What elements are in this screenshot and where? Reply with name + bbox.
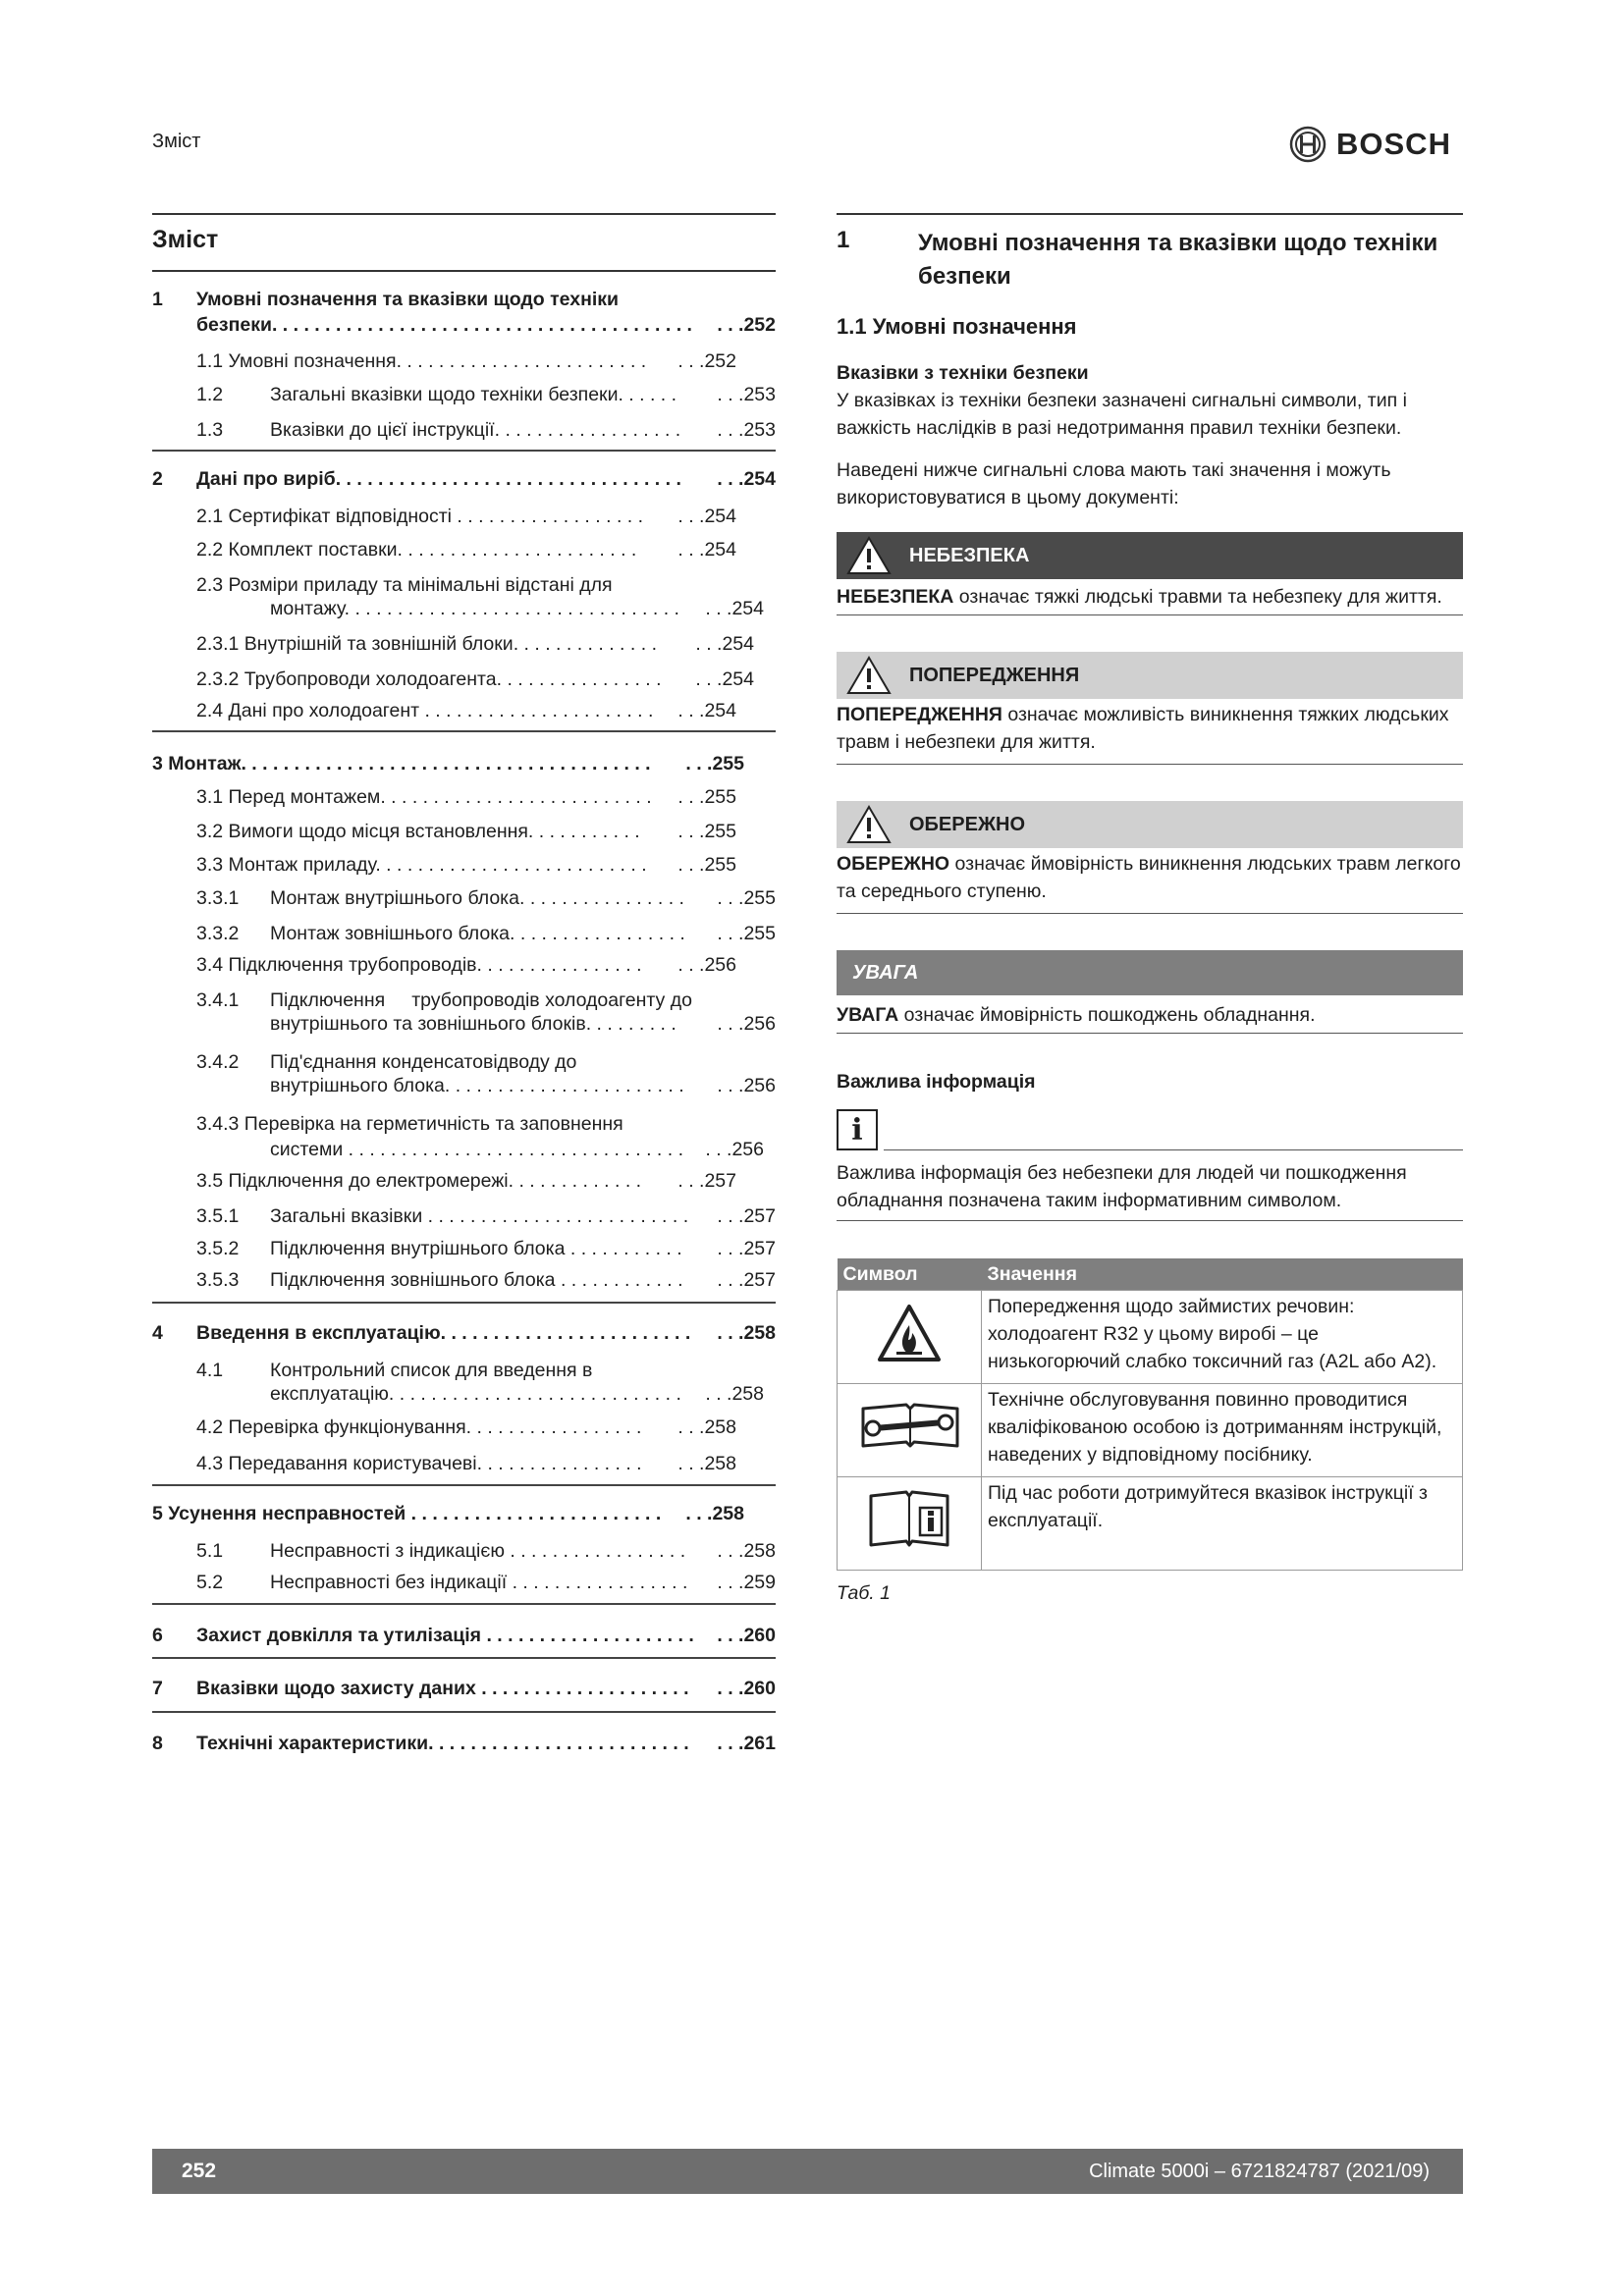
header-symbol: Символ <box>838 1258 982 1291</box>
warning-triangle-icon <box>846 656 892 695</box>
toc-num: 2 <box>152 468 163 490</box>
toc-page: . . .252 <box>677 350 736 372</box>
important-heading: Важлива інформація <box>837 1071 1036 1093</box>
symbol-cell <box>838 1384 982 1477</box>
toc-page: . . .254 <box>677 700 736 721</box>
notice-bar <box>837 950 1463 995</box>
toc-label: Загальні вказівки . . . . . . . . . . . . . . . . . . . . . . . . . <box>270 1205 689 1227</box>
toc-page: . . .257 <box>717 1269 776 1291</box>
toc-num: 3.5.2 <box>196 1238 240 1259</box>
toc-label: Вказівки щодо захисту даних . . . . . . . . . . . . . . . . . . . . <box>196 1678 689 1699</box>
document-id: Climate 5000i – 6721824787 (2021/09) <box>1089 2161 1430 2182</box>
toc-label: 2.3.2 Трубопроводи холодоагента. . . . . . . . . . . . . . . . <box>196 668 662 690</box>
toc-num: 4 <box>152 1322 163 1344</box>
toc-separator <box>152 730 776 732</box>
symbol-cell <box>838 1477 982 1571</box>
toc-num: 3.3.2 <box>196 923 240 944</box>
toc-label: 4.3 Передавання користувачеві. . . . . . . . . . . . . . . . <box>196 1453 642 1474</box>
toc-page: . . .258 <box>685 1503 744 1524</box>
toc-label: Контрольний список для введення в <box>270 1360 593 1381</box>
toc-label: 2.4 Дані про холодоагент . . . . . . . . . . . . . . . . . . . . . . <box>196 700 654 721</box>
toc-label: Загальні вказівки щодо техніки безпеки. . . . . . <box>270 384 677 405</box>
table-row <box>838 1477 1463 1571</box>
caution-label: ОБЕРЕЖНО <box>909 813 1026 835</box>
toc-page: . . .255 <box>685 753 744 774</box>
toc-page: . . .255 <box>717 887 776 909</box>
toc-num: 3.5.1 <box>196 1205 240 1227</box>
toc-label: 5 Усунення несправностей . . . . . . . . . . . . . . . . . . . . . . . . <box>152 1503 662 1524</box>
toc-separator <box>152 1484 776 1486</box>
toc-label: 4.2 Перевірка функціонування. . . . . . . . . . . . . . . . . <box>196 1416 642 1438</box>
operating-manual-icon <box>865 1488 953 1551</box>
toc-label: Несправності без індикації . . . . . . . . . . . . . . . . . <box>270 1572 688 1593</box>
subsection-title: 1.1 Умовні позначення <box>837 314 1077 339</box>
toc-page: . . .258 <box>677 1453 736 1474</box>
toc-label: Підключення внутрішнього блока . . . . . . . . . . . <box>270 1238 682 1259</box>
toc-num: 5.1 <box>196 1540 224 1562</box>
divider <box>837 913 1463 914</box>
toc-separator <box>152 450 776 452</box>
toc-label: 3.4 Підключення трубопроводів. . . . . . . . . . . . . . . . <box>196 954 642 976</box>
toc-page: . . .261 <box>717 1733 776 1754</box>
table-row <box>838 1291 1463 1384</box>
toc-separator <box>152 1711 776 1713</box>
toc-label: Дані про виріб. . . . . . . . . . . . . . . . . . . . . . . . . . . . . . . . . <box>196 468 681 490</box>
toc-page: . . .254 <box>677 539 736 561</box>
toc-page: . . .254 <box>677 506 736 527</box>
toc-page: . . .260 <box>717 1678 776 1699</box>
divider <box>837 1033 1463 1034</box>
toc-page: . . .254 <box>705 598 764 619</box>
toc-label-line2: внутрішнього блока. . . . . . . . . . . . . . . . . . . . . . . <box>270 1075 684 1096</box>
section-top-rule <box>837 213 1463 215</box>
toc-label: 3.1 Перед монтажем. . . . . . . . . . . . . . . . . . . . . . . . . . <box>196 786 652 808</box>
toc-num: 8 <box>152 1733 163 1754</box>
toc-title: Зміст <box>152 226 219 253</box>
divider <box>837 614 1463 615</box>
toc-num: 4.1 <box>196 1360 224 1381</box>
toc-page: . . .260 <box>717 1625 776 1646</box>
toc-num: 3.4.2 <box>196 1051 240 1073</box>
toc-label: 2.3 Розміри приладу та мінімальні відстані для <box>196 574 613 596</box>
toc-page: . . .254 <box>695 668 754 690</box>
toc-label: Технічні характеристики. . . . . . . . . . . . . . . . . . . . . . . . . <box>196 1733 689 1754</box>
toc-num: 7 <box>152 1678 163 1699</box>
section-title: Умовні позначення та вказівки щодо техніки безпеки <box>918 230 1438 290</box>
toc-label-line2: монтажу. . . . . . . . . . . . . . . . . . . . . . . . . . . . . . . . <box>270 598 679 619</box>
notice-label: УВАГА <box>852 961 919 984</box>
safety-heading: Вказівки з техніки безпеки <box>837 362 1089 384</box>
table-header-row <box>838 1258 1463 1291</box>
toc-num: 5.2 <box>196 1572 224 1593</box>
danger-label: НЕБЕЗПЕКА <box>909 544 1030 566</box>
page-footer <box>152 2149 1463 2194</box>
toc-page: . . .258 <box>677 1416 736 1438</box>
toc-page: . . .259 <box>717 1572 776 1593</box>
table-row <box>838 1384 1463 1477</box>
toc-label: 3 Монтаж. . . . . . . . . . . . . . . . . . . . . . . . . . . . . . . . . . . . . . . <box>152 753 651 774</box>
toc-page: . . .258 <box>717 1540 776 1562</box>
toc-label: Підключення зовнішнього блока . . . . . . . . . . . . <box>270 1269 683 1291</box>
toc-page: . . .255 <box>677 854 736 876</box>
toc-label-line2: експлуатацію. . . . . . . . . . . . . . . . . . . . . . . . . . . . <box>270 1383 681 1405</box>
info-icon: i <box>837 1109 878 1150</box>
toc-label-line2: внутрішнього та зовнішнього блоків. . . . . . . . . <box>270 1013 677 1035</box>
toc-page: . . .253 <box>717 419 776 441</box>
brand-name: BOSCH <box>1336 127 1451 161</box>
toc-page: . . .255 <box>677 786 736 808</box>
danger-bar <box>837 532 1463 579</box>
toc-label: 2.1 Сертифікат відповідності . . . . . . . . . . . . . . . . . . <box>196 506 644 527</box>
toc-page: . . .257 <box>717 1205 776 1227</box>
meaning-cell: Під час роботи дотримуйтеся вказівок інструкції з експлуатації. <box>982 1477 1463 1571</box>
toc-label: Вказівки до цієї інструкції. . . . . . . . . . . . . . . . . . <box>270 419 681 441</box>
safety-paragraph: У вказівках із техніки безпеки зазначені сигнальні символи, тип і важкість наслідків в разі недотримання правил техніки безпеки. <box>837 390 1407 439</box>
toc-label: 2.3.1 Внутрішній та зовнішній блоки. . . . . . . . . . . . . . <box>196 633 657 655</box>
header-meaning: Значення <box>982 1258 1463 1291</box>
toc-num: 3.4.1 <box>196 989 240 1011</box>
page-number: 252 <box>182 2160 217 2182</box>
toc-label: Захист довкілля та утилізація . . . . . . . . . . . . . . . . . . . . <box>196 1625 694 1646</box>
toc-page: . . .257 <box>677 1170 736 1192</box>
toc-label: Підключення трубопроводів холодоагенту до <box>270 989 692 1011</box>
toc-label: 1.1 Умовні позначення. . . . . . . . . . . . . . . . . . . . . . . . <box>196 350 647 372</box>
toc-top-rule <box>152 213 776 215</box>
toc-page: . . .258 <box>705 1383 764 1405</box>
toc-label: Монтаж внутрішнього блока. . . . . . . . . . . . . . . . <box>270 887 684 909</box>
caution-bar <box>837 801 1463 848</box>
toc-page: . . .254 <box>717 468 776 490</box>
notice-text: УВАГА означає ймовірність пошкоджень обладнання. <box>837 1004 1316 1026</box>
warning-triangle-icon <box>846 536 892 575</box>
toc-page: . . .255 <box>677 821 736 842</box>
toc-label: 2.2 Комплект поставки. . . . . . . . . . . . . . . . . . . . . . . <box>196 539 637 561</box>
section-number: 1 <box>837 227 850 253</box>
toc-separator <box>152 1657 776 1659</box>
symbol-cell <box>838 1291 982 1384</box>
toc-page: . . .257 <box>717 1238 776 1259</box>
toc-num: 1.3 <box>196 419 224 441</box>
toc-label: Монтаж зовнішнього блока. . . . . . . . . . . . . . . . . <box>270 923 685 944</box>
toc-page: . . .256 <box>717 1013 776 1035</box>
toc-page: . . .256 <box>717 1075 776 1096</box>
toc-page: . . .253 <box>717 384 776 405</box>
toc-label: 3.2 Вимоги щодо місця встановлення. . . . . . . . . . . <box>196 821 640 842</box>
danger-text: НЕБЕЗПЕКА означає тяжкі людські травми та небезпеку для життя. <box>837 586 1442 608</box>
toc-page: . . .252 <box>717 314 776 336</box>
toc-label: 3.5 Підключення до електромережі. . . . . . . . . . . . . <box>196 1170 642 1192</box>
toc-label: 3.4.3 Перевірка на герметичність та заповнення <box>196 1113 623 1135</box>
warning-label: ПОПЕРЕДЖЕННЯ <box>909 664 1080 686</box>
toc-title-rule <box>152 270 776 272</box>
warning-text: ПОПЕРЕДЖЕННЯ означає можливість виникнення тяжких людських травм і небезпеки для життя. <box>837 704 1449 753</box>
divider <box>884 1149 1463 1150</box>
flammable-warning-icon <box>877 1304 942 1362</box>
meaning-cell: Технічне обслуговування повинно проводитися кваліфікованою особою із дотриманням інструкцій, наведених у відповідному посібнику. <box>982 1384 1463 1477</box>
toc-label: Умовні позначення та вказівки щодо техніки <box>196 289 620 310</box>
toc-page: . . .254 <box>695 633 754 655</box>
warning-triangle-icon <box>846 805 892 844</box>
toc-label: Введення в експлуатацію. . . . . . . . . . . . . . . . . . . . . . . . <box>196 1322 691 1344</box>
toc-page: . . .256 <box>705 1139 764 1160</box>
toc-separator <box>152 1603 776 1605</box>
meaning-cell: Попередження щодо займистих речовин: холодоагент R32 у цьому виробі – це низькогорючий слабко токсичний газ (A2L або A2). <box>982 1291 1463 1384</box>
toc-page: . . .256 <box>677 954 736 976</box>
toc-num: 1 <box>152 289 163 310</box>
toc-label: Під'єднання конденсатовідводу до <box>270 1051 577 1073</box>
divider <box>837 1220 1463 1221</box>
important-text: Важлива інформація без небезпеки для людей чи пошкодження обладнання позначена таким інформативним символом. <box>837 1162 1407 1211</box>
running-header: Зміст <box>152 131 201 152</box>
toc-page: . . .258 <box>717 1322 776 1344</box>
toc-separator <box>152 1302 776 1304</box>
bosch-logo <box>1289 125 1451 164</box>
toc-label-line2: системи . . . . . . . . . . . . . . . . . . . . . . . . . . . . . . . . <box>270 1139 683 1160</box>
service-manual-icon <box>855 1399 963 1454</box>
toc-label: 3.3 Монтаж приладу. . . . . . . . . . . . . . . . . . . . . . . . . . <box>196 854 647 876</box>
table-caption: Таб. 1 <box>837 1582 891 1604</box>
caution-text: ОБЕРЕЖНО означає ймовірність виникнення людських травм легкого та середнього ступеню. <box>837 853 1461 902</box>
toc-label-line2: безпеки. . . . . . . . . . . . . . . . . . . . . . . . . . . . . . . . . . . . . . . . <box>196 314 692 336</box>
bosch-armature-icon <box>1289 126 1326 163</box>
divider <box>837 764 1463 765</box>
toc-num: 6 <box>152 1625 163 1646</box>
toc-page: . . .255 <box>717 923 776 944</box>
toc-num: 3.3.1 <box>196 887 240 909</box>
warning-bar <box>837 652 1463 699</box>
toc-num: 1.2 <box>196 384 224 405</box>
symbols-table <box>837 1258 1463 1571</box>
toc-label: Несправності з індикацією . . . . . . . . . . . . . . . . . <box>270 1540 686 1562</box>
signal-words-paragraph: Наведені нижче сигнальні слова мають такі значення і можуть використовуватися в цьому документі: <box>837 459 1391 508</box>
toc-num: 3.5.3 <box>196 1269 240 1291</box>
